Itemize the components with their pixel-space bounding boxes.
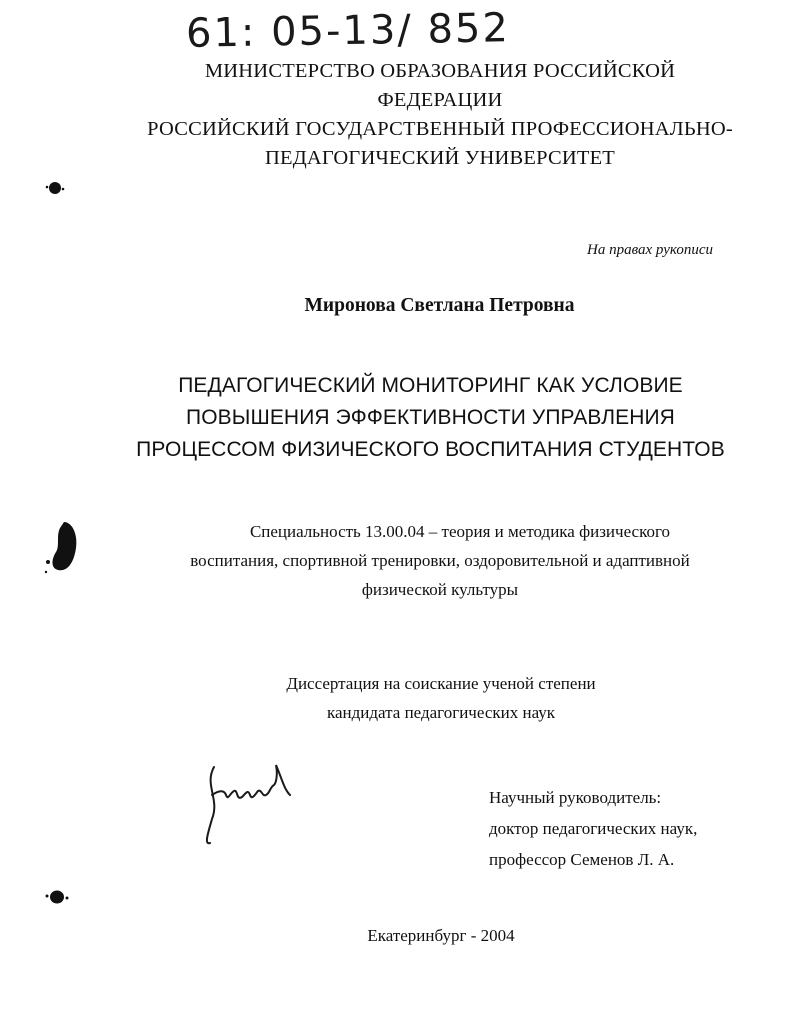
ink-blot-icon — [44, 178, 66, 198]
ink-blot-icon — [42, 518, 82, 576]
degree-line: Диссертация на соискание ученой степени — [286, 674, 596, 693]
catalog-stamp: 61: 05-13/ 852 — [185, 5, 511, 57]
ink-blot-icon — [44, 886, 70, 908]
ministry-line: МИНИСТЕРСТВО ОБРАЗОВАНИЯ РОССИЙСКОЙ ФЕДЕРАЦИИ — [204, 60, 676, 111]
supervisor-block — [489, 782, 697, 875]
supervisor-name: профессор Семенов Л. А. — [489, 850, 675, 869]
rights-note: На правах рукописи — [587, 242, 713, 258]
degree-statement — [0, 669, 799, 727]
city-year: Екатеринбург - 2004 — [367, 926, 515, 945]
supervisor-degree: доктор педагогических наук, — [489, 819, 698, 838]
handwritten-signature-icon — [200, 755, 300, 855]
ministry-header — [140, 57, 740, 173]
specialty-block — [0, 517, 799, 604]
dissertation-title — [0, 370, 799, 466]
title-line: ПОВЫШЕНИЯ ЭФФЕКТИВНОСТИ УПРАВЛЕНИЯ — [186, 406, 675, 429]
university-line: РОССИЙСКИЙ ГОСУДАРСТВЕННЫЙ ПРОФЕССИОНАЛЬНО- — [147, 118, 733, 140]
degree-line: кандидата педагогических наук — [326, 703, 556, 722]
university-line: ПЕДАГОГИЧЕСКИЙ УНИВЕРСИТЕТ — [264, 147, 616, 169]
supervisor-label: Научный руководитель: — [489, 788, 662, 807]
specialty-line: воспитания, спортивной тренировки, оздоровительной и адаптивной — [190, 551, 690, 570]
title-line: ПРОЦЕССОМ ФИЗИЧЕСКОГО ВОСПИТАНИЯ СТУДЕНТОВ — [136, 438, 725, 461]
author-name: Миронова Светлана Петровна — [304, 295, 575, 316]
specialty-line: Специальность 13.00.04 – теория и методика физического — [249, 522, 671, 541]
specialty-line: физической культуры — [361, 580, 519, 599]
title-line: ПЕДАГОГИЧЕСКИЙ МОНИТОРИНГ КАК УСЛОВИЕ — [178, 374, 683, 397]
